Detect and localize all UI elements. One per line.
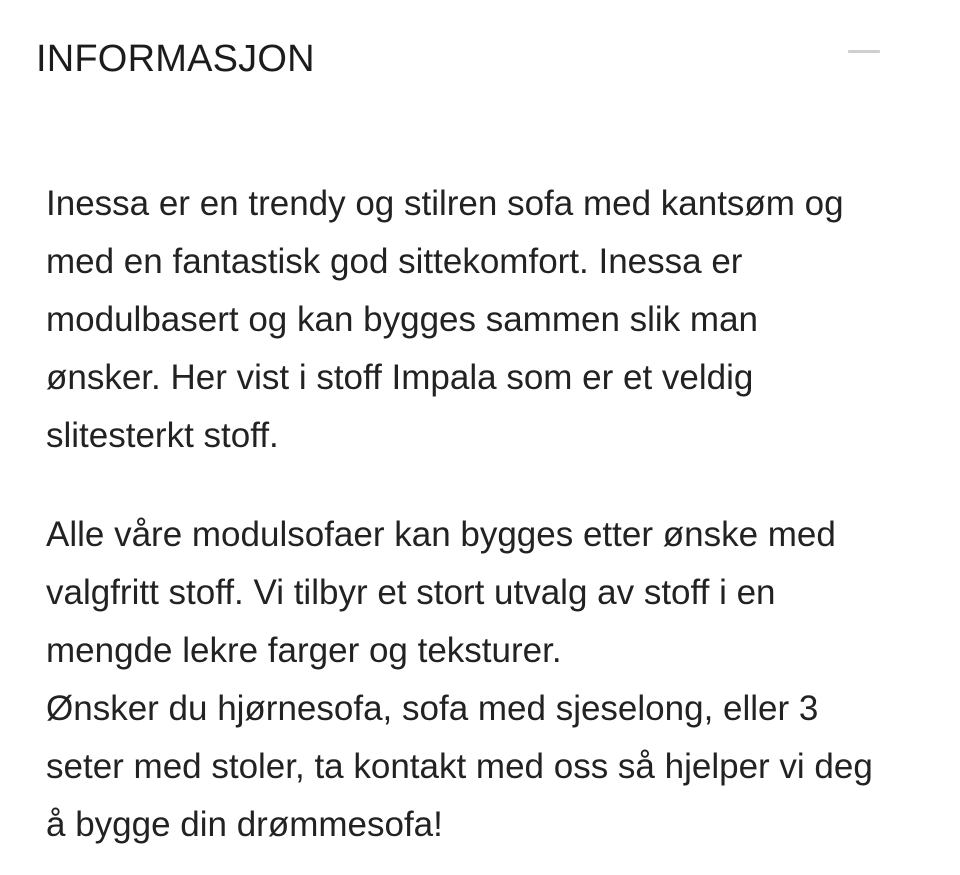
description-paragraph: Inessa er en trendy og stilren sofa med kantsøm og med en fantastisk god sittekomfort. Inessa er modulbasert og kan bygges sammen slik man ønsker. Her vist i stoff Impala som er et veldig slitesterkt stoff. xyxy=(46,184,844,455)
description-paragraph: Alle våre modulsofaer kan bygges etter ønske med valgfritt stoff. Vi tilbyr et stort utvalg av stoff i en mengde lekre farger og teksturer. Ønsker du hjørnesofa, sofa med sjeselong, eller 3 seter med stoler, ta kontakt med oss så hjelper vi deg å bygge din drømmesofa! xyxy=(46,515,873,844)
accordion-header[interactable] xyxy=(36,30,924,90)
section-title: INFORMASJON xyxy=(36,38,315,80)
minus-icon[interactable] xyxy=(848,50,880,53)
accordion-content xyxy=(46,175,926,854)
